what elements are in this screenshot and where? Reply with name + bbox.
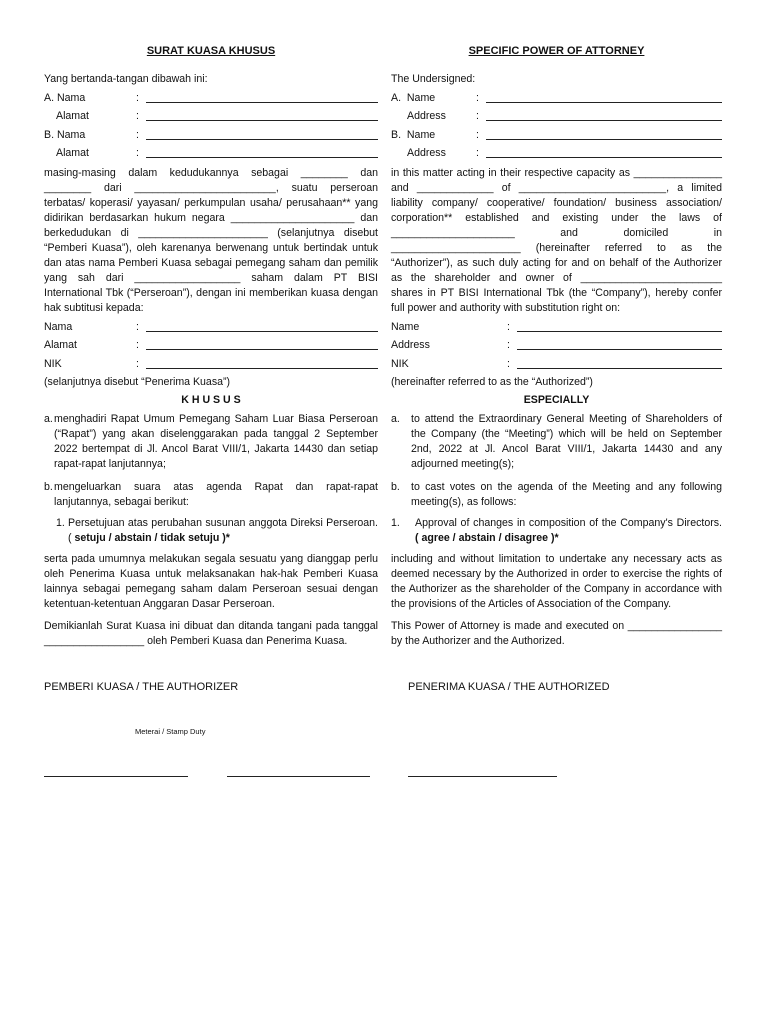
left-heading-khusus: K H U S U S (181, 393, 241, 406)
left-recv-note: (selanjutnya disebut “Penerima Kuasa”) (44, 375, 231, 388)
right-party-b-name-row (391, 124, 722, 143)
agenda-text: Persetujuan atas perubahan susunan anggota Direksi Perseroan. ( (68, 516, 378, 544)
indonesian-column (44, 44, 378, 649)
recv-nik-blank[interactable] (146, 358, 378, 369)
party-a-address-blank[interactable] (146, 110, 378, 121)
item-text: menghadiri Rapat Umum Pemegang Saham Luar Biasa Perseroan (“Rapat”) yang akan diselenggarakan pada tanggal 2 September 2022 bertempat di Jl. Ancol Barat VIII/1, Jakarta 14430 dan setiap rapat-rapat lanjutannya; (54, 412, 378, 470)
left-party-a-name-label: A. Nama (44, 91, 86, 104)
authorizer-label: PEMBERI KUASA / THE AUTHORIZER (44, 681, 239, 693)
english-column (391, 44, 722, 649)
colon: : (136, 320, 139, 333)
right-party-b-address-label: Address (407, 147, 446, 159)
right-party-b-name-label (391, 128, 476, 143)
colon: : (136, 147, 139, 159)
authorized-signature-line[interactable] (408, 776, 557, 777)
item-marker: a. (44, 412, 53, 425)
party-b-address-blank[interactable] (146, 147, 378, 158)
party-marker: A. (391, 91, 402, 104)
agenda-text: Approval of changes in composition of the Company's Directors. (415, 516, 722, 529)
right-paragraph-closing: This Power of Attorney is made and executed on ________________ by the Authorizer and the Authorized. (391, 619, 722, 647)
right-intro: The Undersigned: (391, 73, 476, 85)
left-party-b-name-row (44, 124, 378, 143)
agenda-text-block (411, 516, 722, 546)
left-paragraph-capacity: masing-masing dalam kedudukannya sebagai ________ dan ________ dari ________________________, suatu perseroan terbatas/ koperasi/ yayasan/ perkumpulan usaha/ perusahaan** yang didirikan berdasarkan hukum negara _____________________ dan berkedudukan di ______________________ (selanjutnya disebut “Pemberi Kuasa”), oleh karenanya berwenang untuk bertindak untuk dan atas nama Pemberi Kuasa sebagai pemegang saham dan pemilik yang sah dari __________________ saham dalam PT BISI International Tbk (“Perseroan”), dengan ini memberikan kuasa dengan hak subtitusi kepada: (44, 167, 378, 314)
recv-nik-blank[interactable] (517, 358, 722, 369)
right-title: SPECIFIC POWER OF ATTORNEY (468, 45, 645, 57)
left-intro: Yang bertanda-tangan dibawah ini: (44, 73, 208, 85)
right-party-a-address-row (391, 106, 722, 125)
right-party-a-address-label: Address (407, 110, 446, 122)
agenda-text-block (68, 516, 378, 546)
right-recv-name-label: Name (391, 320, 420, 333)
item-marker: a. (391, 412, 400, 425)
left-paragraph-general: serta pada umumnya melakukan segala sesuatu yang dianggap perlu oleh Penerima Kuasa untuk melaksanakan hak-hak Pemberi Kuasa lainnya sebagai pemegang saham dalam Perseroan sesuai dengan ketentuan-ketentuan Anggaran Dasar Perseroan. (44, 552, 378, 610)
left-item-a (44, 412, 378, 472)
left-paragraph-closing: Demikianlah Surat Kuasa ini dibuat dan ditanda tangani pada tanggal _________________ oleh Pemberi Kuasa dan Penerima Kuasa. (44, 619, 378, 647)
right-recv-address-label: Address (391, 339, 430, 351)
colon: : (136, 110, 139, 122)
recv-address-blank[interactable] (146, 339, 378, 350)
colon: : (507, 320, 510, 333)
authorizer-signature-line-2[interactable] (227, 776, 370, 777)
party-b-name-blank[interactable] (146, 129, 378, 140)
right-item-a (391, 412, 722, 472)
right-recv-nik-row (391, 353, 722, 372)
left-party-a-address-row (44, 106, 378, 125)
left-recv-address-label: Alamat (44, 339, 77, 351)
item-text: mengeluarkan suara atas agenda Rapat dan rapat-rapat lanjutannya, sebagai berikut: (54, 480, 378, 508)
colon: : (476, 110, 479, 122)
item-marker: b. (44, 480, 53, 493)
agenda-vote-options[interactable]: setuju / abstain / tidak setuju )* (74, 531, 230, 544)
item-text: to cast votes on the agenda of the Meeting and any following meeting(s), as follows: (411, 480, 722, 508)
name-label: Name (406, 91, 436, 104)
colon: : (476, 147, 479, 159)
party-a-address-blank[interactable] (486, 110, 722, 121)
right-heading-especially: ESPECIALLY (523, 393, 590, 406)
left-party-a-address-label: Alamat (56, 110, 89, 122)
colon: : (507, 357, 510, 370)
party-a-name-blank[interactable] (146, 92, 378, 103)
party-b-address-blank[interactable] (486, 147, 722, 158)
left-title: SURAT KUASA KHUSUS (146, 45, 276, 57)
left-recv-name-row (44, 316, 378, 335)
name-label: Name (406, 128, 436, 141)
colon: : (136, 339, 139, 351)
colon: : (136, 128, 139, 141)
right-recv-note: (hereinafter referred to as the “Authorized”) (391, 375, 593, 388)
colon: : (476, 91, 479, 104)
authorizer-signature-line-1[interactable] (44, 776, 188, 777)
right-agenda-1 (391, 516, 722, 546)
right-recv-name-row (391, 316, 722, 335)
left-agenda-1 (44, 516, 378, 546)
colon: : (136, 91, 139, 104)
recv-address-blank[interactable] (517, 339, 722, 350)
party-marker: B. (391, 128, 402, 141)
left-party-a-name-row (44, 87, 378, 106)
right-recv-nik-label: NIK (391, 357, 409, 370)
right-paragraph-general: including and without limitation to undertake any necessary acts as deemed necessary by the Authorized in order to exercise the rights of the Authorizer as the shareholder of the Company in accordance with the provisions of the Articles of Association of the Company. (391, 552, 722, 610)
recv-name-blank[interactable] (146, 321, 378, 332)
left-recv-address-row (44, 335, 378, 354)
right-party-a-name-row (391, 87, 722, 106)
colon: : (476, 128, 479, 141)
item-text: to attend the Extraordinary General Meeting of Shareholders of the Company (the “Meeting”) which will be held on September 2nd, 2022 at Jl. Ancol Barat VIII/1, Jakarta 14430 and any adjourned meeting(s); (411, 412, 722, 470)
left-recv-nik-row (44, 353, 378, 372)
left-party-b-name-label: B. Nama (44, 128, 86, 141)
agenda-vote-options[interactable]: ( agree / abstain / disagree )* (415, 531, 559, 544)
right-paragraph-capacity: in this matter acting in their respective capacity as _______________ and _____________ of _________________________, a limited liability company/ cooperative/ foundation/ business association/ corporation** established and existing under the laws of _____________________ and domiciled in ______________________ (hereinafter referred to as the “Authorizer”), as such duly acting for and on behalf of the Authorizer as the shareholder and owner of ________________________ shares in PT BISI International Tbk (the “Company”), hereby confer full power and authority with substitution right on: (391, 167, 722, 314)
right-party-b-address-row (391, 143, 722, 162)
authorized-label: PENERIMA KUASA / THE AUTHORIZED (408, 681, 610, 693)
colon: : (136, 357, 139, 370)
right-item-b (391, 480, 722, 510)
party-b-name-blank[interactable] (486, 129, 722, 140)
stamp-duty-label: Meterai / Stamp Duty (135, 727, 206, 736)
agenda-marker: 1. (56, 516, 65, 529)
item-marker: b. (391, 480, 400, 493)
left-recv-nik-label: NIK (44, 357, 62, 370)
left-recv-name-label: Nama (44, 320, 73, 333)
colon: : (507, 339, 510, 351)
agenda-marker: 1. (391, 516, 400, 529)
right-recv-address-row (391, 335, 722, 354)
left-item-b (44, 480, 378, 510)
left-party-b-address-label: Alamat (56, 147, 89, 159)
left-party-b-address-row (44, 143, 378, 162)
right-party-a-name-label (391, 91, 476, 106)
party-a-name-blank[interactable] (486, 92, 722, 103)
recv-name-blank[interactable] (517, 321, 722, 332)
